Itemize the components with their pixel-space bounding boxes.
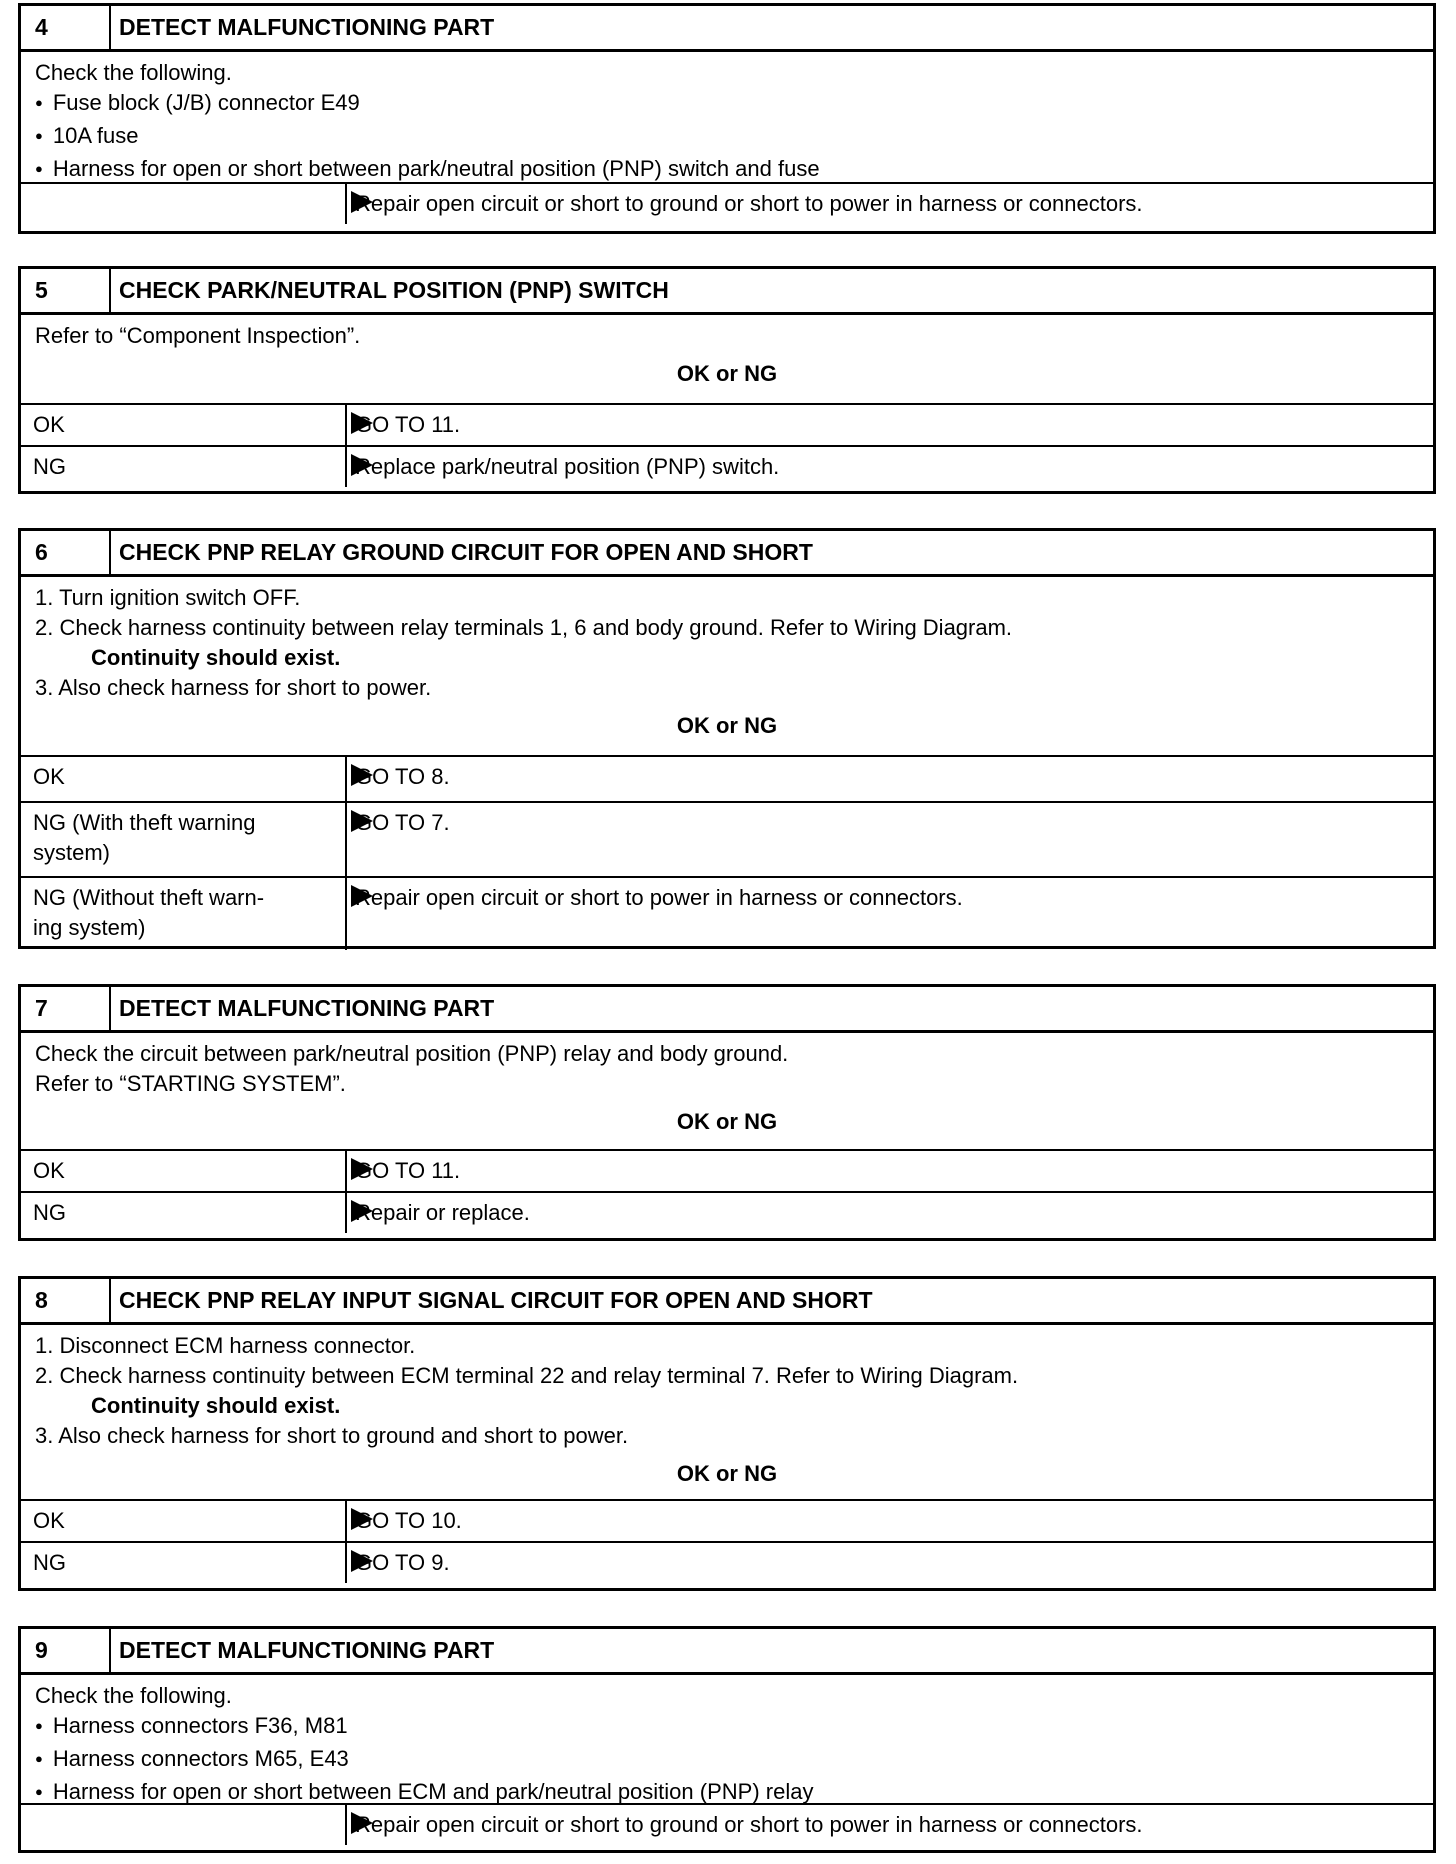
result-cell: Repair open circuit or short to power in harness or connectors.: [355, 885, 963, 910]
instruction-line: Refer to “Component Inspection”.: [35, 323, 361, 348]
condition-cell: [21, 803, 347, 876]
arrow-icon: [351, 810, 373, 832]
step-header: [21, 531, 1433, 577]
step-title: CHECK PNP RELAY GROUND CIRCUIT FOR OPEN AND SHORT: [119, 539, 813, 565]
arrow-icon: [351, 1158, 373, 1180]
result-row-ng-with-theft: [21, 803, 1433, 878]
step-7-box: [18, 984, 1436, 1241]
step-4-box: [18, 3, 1436, 234]
condition-cell: [21, 1543, 347, 1583]
condition-text: OK: [33, 1508, 65, 1533]
arrow-icon: [351, 1550, 373, 1572]
condition-text: NG: [33, 454, 66, 479]
step-number: 4: [21, 6, 111, 49]
bullet-text: Harness for open or short between park/neutral position (PNP) switch and fuse: [52, 156, 820, 181]
step-instructions: [21, 1033, 1433, 1151]
arrow-icon: [351, 412, 373, 434]
condition-text: NG (With theft warning system): [33, 810, 256, 865]
step-title: DETECT MALFUNCTIONING PART: [119, 1637, 495, 1663]
result-cell: GO TO 10.: [355, 1508, 462, 1533]
bullet-text: Harness connectors F36, M81: [52, 1713, 348, 1738]
spec-note: Continuity should exist.: [91, 645, 341, 670]
instruction-line: 3. Also check harness for short to ground and short to power.: [35, 1423, 629, 1448]
arrow-icon: [351, 454, 373, 476]
result-cell: GO TO 9.: [355, 1550, 450, 1575]
condition-cell: [21, 405, 347, 445]
condition-text: OK: [33, 764, 65, 789]
step-instructions: [21, 577, 1433, 757]
result-row-ok: [21, 1501, 1433, 1543]
spec-note: Continuity should exist.: [91, 1393, 341, 1418]
bullet-item: [35, 154, 1419, 187]
instruction-line: 3. Also check harness for short to power.: [35, 675, 432, 700]
step-6-box: [18, 528, 1436, 949]
bullet-item: [35, 1711, 1419, 1744]
instruction-line: Refer to “STARTING SYSTEM”.: [35, 1071, 346, 1096]
condition-cell: [21, 184, 347, 224]
condition-cell: [21, 1151, 347, 1191]
ok-or-ng-label: OK or NG: [676, 361, 778, 386]
step-5-box: [18, 266, 1436, 494]
step-number: 5: [21, 269, 111, 312]
condition-text: NG: [33, 1550, 66, 1575]
step-header: [21, 1279, 1433, 1325]
instruction-line: Check the circuit between park/neutral position (PNP) relay and body ground.: [35, 1041, 789, 1066]
condition-cell: [21, 1805, 347, 1845]
instruction-line: 2. Check harness continuity between relay terminals 1, 6 and body ground. Refer to Wiring Diagram.: [35, 615, 1013, 640]
step-9-box: [18, 1626, 1436, 1853]
step-number: 6: [21, 531, 111, 574]
result-cell: Repair open circuit or short to ground or short to power in harness or connectors.: [355, 191, 1143, 216]
step-header: [21, 1629, 1433, 1675]
instruction-line: 1. Turn ignition switch OFF.: [35, 585, 301, 610]
result-row-ok: [21, 757, 1433, 803]
bullet-item: [35, 88, 1419, 121]
result-cell: Replace park/neutral position (PNP) switch.: [355, 454, 780, 479]
result-row-ok: [21, 1151, 1433, 1193]
step-number: 9: [21, 1629, 111, 1672]
instruction-line: Check the following.: [35, 60, 232, 85]
step-title: CHECK PNP RELAY INPUT SIGNAL CIRCUIT FOR OPEN AND SHORT: [119, 1287, 873, 1313]
step-title: DETECT MALFUNCTIONING PART: [119, 995, 495, 1021]
arrow-icon: [351, 1812, 373, 1834]
instruction-line: Check the following.: [35, 1683, 232, 1708]
bullet-item: [35, 1744, 1419, 1777]
arrow-icon: [351, 191, 373, 213]
result-row-ng: [21, 447, 1433, 487]
result-cell: GO TO 7.: [355, 810, 450, 835]
condition-cell: [21, 447, 347, 487]
condition-text: OK: [33, 412, 65, 437]
result-row-ok: [21, 405, 1433, 447]
step-instructions: [21, 52, 1433, 184]
step-instructions: [21, 1675, 1433, 1805]
step-instructions: [21, 1325, 1433, 1501]
arrow-icon: [351, 764, 373, 786]
result-cell: GO TO 8.: [355, 764, 450, 789]
instruction-line: 2. Check harness continuity between ECM terminal 22 and relay terminal 7. Refer to Wiring Diagram.: [35, 1363, 1019, 1388]
step-title: CHECK PARK/NEUTRAL POSITION (PNP) SWITCH: [119, 277, 669, 303]
bullet-text: Harness for open or short between ECM and park/neutral position (PNP) relay: [52, 1779, 814, 1804]
step-8-box: [18, 1276, 1436, 1591]
condition-cell: [21, 757, 347, 801]
arrow-icon: [351, 885, 373, 907]
condition-text: OK: [33, 1158, 65, 1183]
result-row-ng: [21, 1543, 1433, 1583]
result-cell: GO TO 11.: [355, 412, 461, 437]
instruction-line: 1. Disconnect ECM harness connector.: [35, 1333, 416, 1358]
arrow-icon: [351, 1200, 373, 1222]
condition-cell: [21, 1193, 347, 1233]
result-cell: Repair or replace.: [355, 1200, 530, 1225]
step-header: [21, 269, 1433, 315]
ok-or-ng-label: OK or NG: [676, 713, 778, 738]
result-row: [21, 184, 1433, 224]
bullet-text: Harness connectors M65, E43: [52, 1746, 349, 1771]
step-number: 8: [21, 1279, 111, 1322]
step-title: DETECT MALFUNCTIONING PART: [119, 14, 495, 40]
arrow-icon: [351, 1508, 373, 1530]
condition-cell: [21, 878, 347, 950]
step-header: [21, 6, 1433, 52]
result-cell: GO TO 11.: [355, 1158, 461, 1183]
step-number: 7: [21, 987, 111, 1030]
bullet-item: [35, 121, 1419, 154]
condition-text: NG: [33, 1200, 66, 1225]
step-instructions: [21, 315, 1433, 405]
result-cell: Repair open circuit or short to ground or short to power in harness or connectors.: [355, 1812, 1143, 1837]
ok-or-ng-label: OK or NG: [676, 1461, 778, 1486]
step-header: [21, 987, 1433, 1033]
bullet-text: Fuse block (J/B) connector E49: [52, 90, 360, 115]
bullet-text: 10A fuse: [52, 123, 139, 148]
condition-cell: [21, 1501, 347, 1541]
result-row-ng: [21, 1193, 1433, 1233]
ok-or-ng-label: OK or NG: [676, 1109, 778, 1134]
result-row: [21, 1805, 1433, 1845]
condition-text: NG (Without theft warn- ing system): [33, 885, 265, 940]
result-row-ng-without-theft: [21, 878, 1433, 950]
